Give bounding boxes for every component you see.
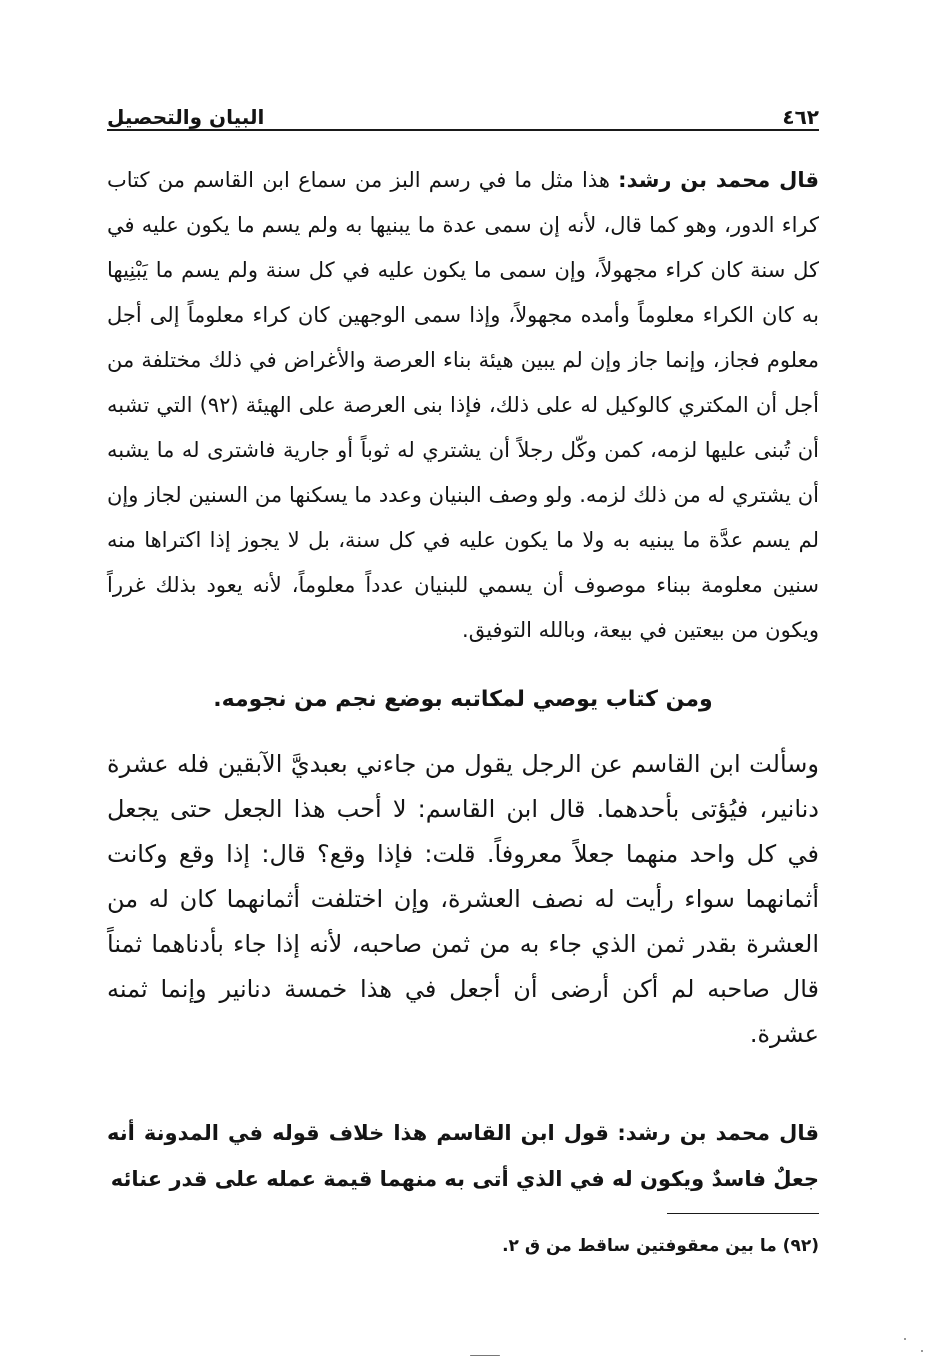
section-title: ومن كتاب يوصي لمكاتبه بوضع نجم من نجومه.: [213, 687, 713, 712]
paragraph-text: هذا مثل ما في رسم البز من سماع ابن القاسم من كتاب كراء الدور، وهو كما قال، لأنه إن سمى عدة ما يبنيها به ولم يسم ما يكون عليه في كل سنة كان كراء مجهولاً، وإن سمى ما يكون عليه في كل سنة ولم يسم ما يَبْنِيها به كان الكراء معلوماً وأمده مجهولاً، وإذا سمى الوجهين كان كراء معلوماً إلى أجل معلوم فجاز، وإنما جاز وإن لم يبين هيئة بناء العرصة والأغراض في ذلك مختلفة من أجل أن المكتري كالوكيل له على ذلك، فإذا بنى العرصة على الهيئة (٩٢) التي تشبه أن تُبنى عليها لزمه، كمن وكّل رجلاً أن يشتري له ثوباً أو جارية فاشترى له ما يشبه أن يشتري له من ذلك لزمه. ولو وصف البنيان وعدد ما يسكنها من السنين لجاز وإن لم يسم عدَّة ما يبنيه به ولا ما يكون عليه في كل سنة، بل لا يجوز إذا اكتراها منه سنين معلومة ببناء موصوف أن يسمي للبنيان عدداً معلوماً، لأنه يعود بذلك غرراً ويكون من بيعتين في بيعة، وبالله التوفيق.: [107, 168, 819, 642]
speaker-label: قال محمد بن رشد:: [618, 168, 819, 192]
scan-speck: [921, 1350, 923, 1352]
running-title: البيان والتحصيل: [107, 105, 265, 129]
page-number: ٤٦٢: [782, 105, 819, 129]
question-paragraph: [107, 742, 819, 1057]
header-rule: [107, 129, 819, 131]
footnote-rule: [667, 1213, 819, 1214]
commentary-paragraph: [107, 158, 819, 653]
paragraph-text: قول ابن القاسم هذا خلاف قوله في المدونة أنه جعلٌ فاسدٌ ويكون له في الذي أتى به منهما قيمة عمله على قدر عنائه: [107, 1121, 819, 1191]
footnote: (٩٢) ما بين معقوفتين ساقط من ق ٢.: [502, 1236, 819, 1256]
paragraph-text: وسألت ابن القاسم عن الرجل يقول من جاءني بعبديَّ الآبقين فله عشرة دنانير، فيُؤتى بأحدهما. قال ابن القاسم: لا أحب هذا الجعل حتى يجعل في كل واحد منهما جعلاً معروفاً. قلت: فإذا وقع؟ قال: إذا وقع وكانت أثمانهما سواء رأيت له نصف العشرة، وإن اختلفت أثمانهما كان له من العشرة بقدر ثمن الذي جاء به من ثمن صاحبه، لأنه إذا جاء بأدناهما ثمناً قال صاحبه لم أكن أرضى أن أجعل في هذا خمسة دنانير وإنما ثمنه عشرة.: [107, 750, 819, 1048]
speaker-label: قال محمد بن رشد:: [617, 1121, 819, 1145]
commentary-paragraph: [107, 1110, 819, 1202]
scan-speck: [904, 1338, 906, 1340]
page-header: [107, 90, 819, 130]
scan-speck: [470, 1355, 500, 1356]
